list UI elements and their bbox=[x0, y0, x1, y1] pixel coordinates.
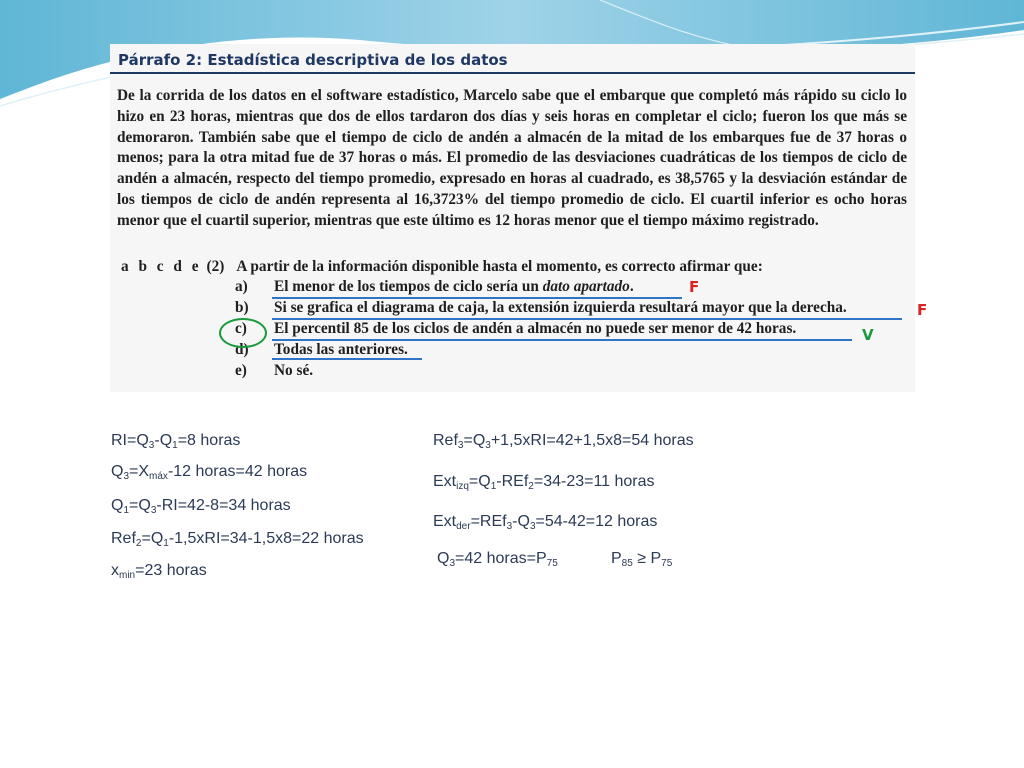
calc-q1: $Q_1=Q_3-RI=42-8=34$ horas bbox=[111, 497, 291, 516]
option-e bbox=[235, 362, 313, 380]
answer-circle bbox=[219, 318, 267, 348]
calc-q3-p75: $Q_3=42$ $horas=P_{75}$ bbox=[437, 550, 558, 569]
option-d bbox=[235, 341, 408, 359]
mark-option-a: F bbox=[689, 278, 700, 296]
option-c bbox=[235, 320, 796, 338]
option-label: c) bbox=[235, 320, 247, 337]
question-header bbox=[121, 258, 763, 276]
mark-option-b: F bbox=[917, 301, 928, 319]
option-text: No sé. bbox=[274, 362, 314, 379]
mark-option-c: V bbox=[862, 326, 874, 344]
option-label: b) bbox=[235, 299, 249, 316]
calc-ext-izq: $Ext_{izq}=Q_1-REf_2=34-23=11$ horas bbox=[433, 473, 655, 492]
underline-option-d bbox=[272, 358, 422, 360]
calc-q3: $Q_3=X_{máx}-12$ horas=42 horas bbox=[111, 463, 308, 482]
underline-option-a bbox=[272, 297, 682, 299]
question-stem: A partir de la información disponible hasta el momento, es correcto afirmar que: bbox=[236, 258, 763, 275]
calc-p85-ge-p75: $P_{85} \ge P_{75}$ bbox=[611, 550, 673, 569]
option-text: El percentil 85 de los ciclos de andén a almacén no puede ser menor de 42 horas. bbox=[274, 320, 797, 337]
option-text: Si se grafica el diagrama de caja, la extensión izquierda resultará mayor que la derecha. bbox=[274, 299, 847, 316]
calc-ref3: $Ref_3=Q_3+1,5xRI=42+1,5x8=54$ horas bbox=[433, 432, 694, 451]
option-label: a) bbox=[235, 278, 248, 295]
calc-ref2: $Ref_2=Q_1-1,5xRI=34-1,5x8=22$ horas bbox=[111, 530, 364, 549]
option-label: e) bbox=[235, 362, 247, 379]
option-label: d) bbox=[235, 341, 249, 358]
card-title: Párrafo 2: Estadística descriptiva de los datos bbox=[118, 51, 508, 69]
option-text: Todas las anteriores. bbox=[274, 341, 408, 358]
title-divider bbox=[110, 72, 915, 74]
calc-ext-der: $Ext_{der}=REf_3-Q_3=54-42=12$ horas bbox=[433, 513, 658, 532]
calc-xmin: $x_{min}=23$ horas bbox=[111, 562, 207, 581]
calc-ri: $RI=Q_3-Q_1=8$ horas bbox=[111, 432, 241, 451]
option-b bbox=[235, 299, 847, 317]
option-italic: dato apartado bbox=[542, 278, 630, 295]
question-number: (2) bbox=[206, 258, 225, 275]
choice-letters: a b c d e bbox=[121, 258, 199, 275]
option-a: a) El menor de los tiempos de ciclo sería un dato apartado. bbox=[235, 278, 634, 295]
underline-option-c bbox=[272, 339, 852, 341]
problem-paragraph: De la corrida de los datos en el software estadístico, Marcelo sabe que el embarque que completó más rápido su ciclo lo hizo en 23 horas, mientras que dos de ellos tardaron dos días y seis horas en completar el ciclo; fueron los que más se demoraron. También sabe que el tiempo de ciclo de andén a almacén de la mitad de los embarques fue de 37 horas o menos; para la otra mitad fue de 37 horas o más. El promedio de las desviaciones cuadráticas de los tiempos de ciclo de andén a almacén, respecto del tiempo promedio, expresado en horas al cuadrado, es 38,5765 y la desviación estándar de los tiempos de ciclo de andén representa al 16,3723% del tiempo promedio de ciclo. El cuartil inferior es ocho horas menor que el cuartil superior, mientras que este último es 12 horas menor que el tiempo máximo registrado. bbox=[117, 87, 907, 229]
underline-option-b bbox=[272, 318, 902, 320]
option-text: El menor de los tiempos de ciclo sería un bbox=[274, 278, 543, 295]
